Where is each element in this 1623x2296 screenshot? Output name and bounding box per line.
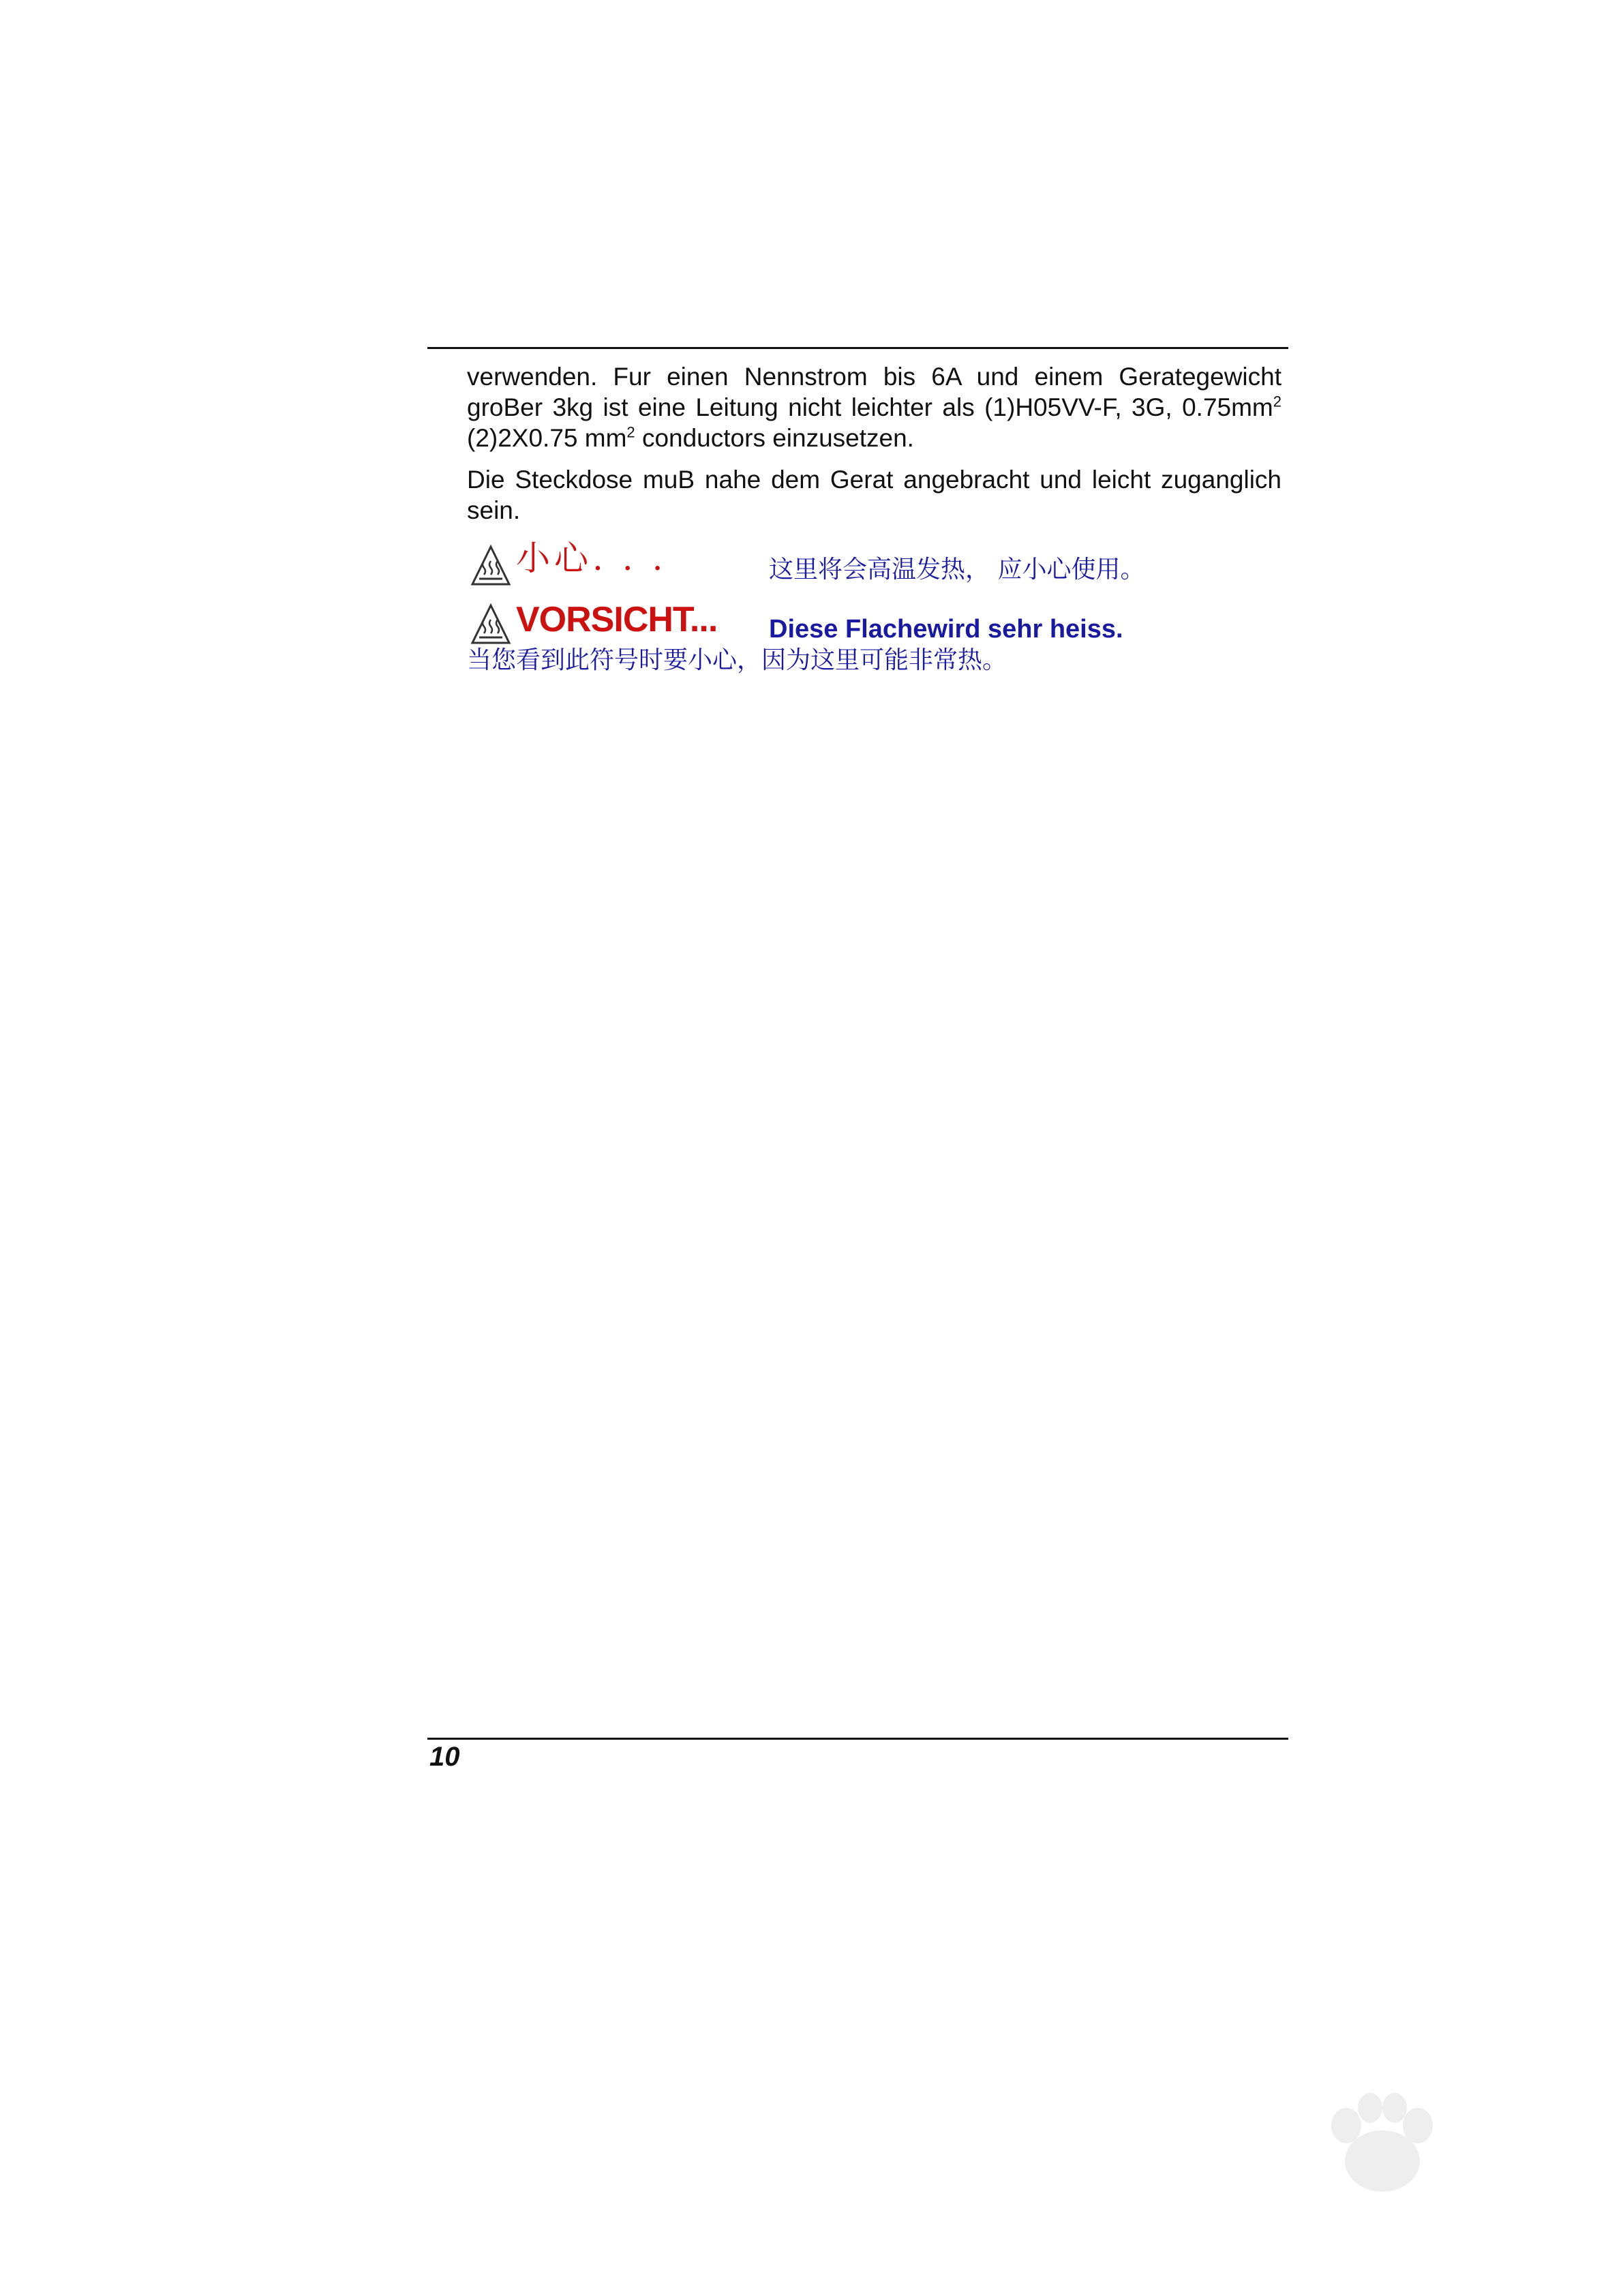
- warning-row-german: [467, 598, 1281, 646]
- baidu-watermark-logo: [1152, 2066, 1534, 2256]
- header-rule: [427, 347, 1288, 349]
- caution-label: 小心. . .: [516, 539, 667, 578]
- paragraph-socket: Die Steckdose muB nahe dem Gerat angebracht und leicht zuganglich sein.: [467, 466, 1281, 524]
- vorsicht-text: Diese Flachewird sehr heiss.: [769, 615, 1123, 644]
- paragraph-text: (2)2X0.75 mm: [467, 424, 627, 452]
- warning-note: 当您看到此符号时要小心，因为这里可能非常热。: [467, 646, 1007, 674]
- vorsicht-label: VORSICHT...: [516, 600, 718, 639]
- warning-row-chinese: [467, 539, 1281, 594]
- paragraph-text: verwenden. Fur einen Nennstrom bis 6A und einem Gerategewicht groBer 3kg ist eine Leitung nicht leichter als (1)H05VV-F, 3G, 0.75mm: [467, 363, 1281, 421]
- superscript: 2: [626, 423, 635, 441]
- superscript: 2: [1273, 393, 1281, 410]
- paragraph-text: conductors einzusetzen.: [635, 424, 914, 452]
- page-number: 10: [429, 1742, 460, 1772]
- hot-surface-icon: [470, 545, 511, 587]
- paragraph-cable-spec: [467, 361, 1281, 453]
- caution-text: 这里将会高温发热， 应小心使用。: [769, 556, 1145, 584]
- hot-surface-icon: [470, 603, 511, 646]
- page-body: [467, 361, 1281, 676]
- footer-rule: [427, 1738, 1288, 1740]
